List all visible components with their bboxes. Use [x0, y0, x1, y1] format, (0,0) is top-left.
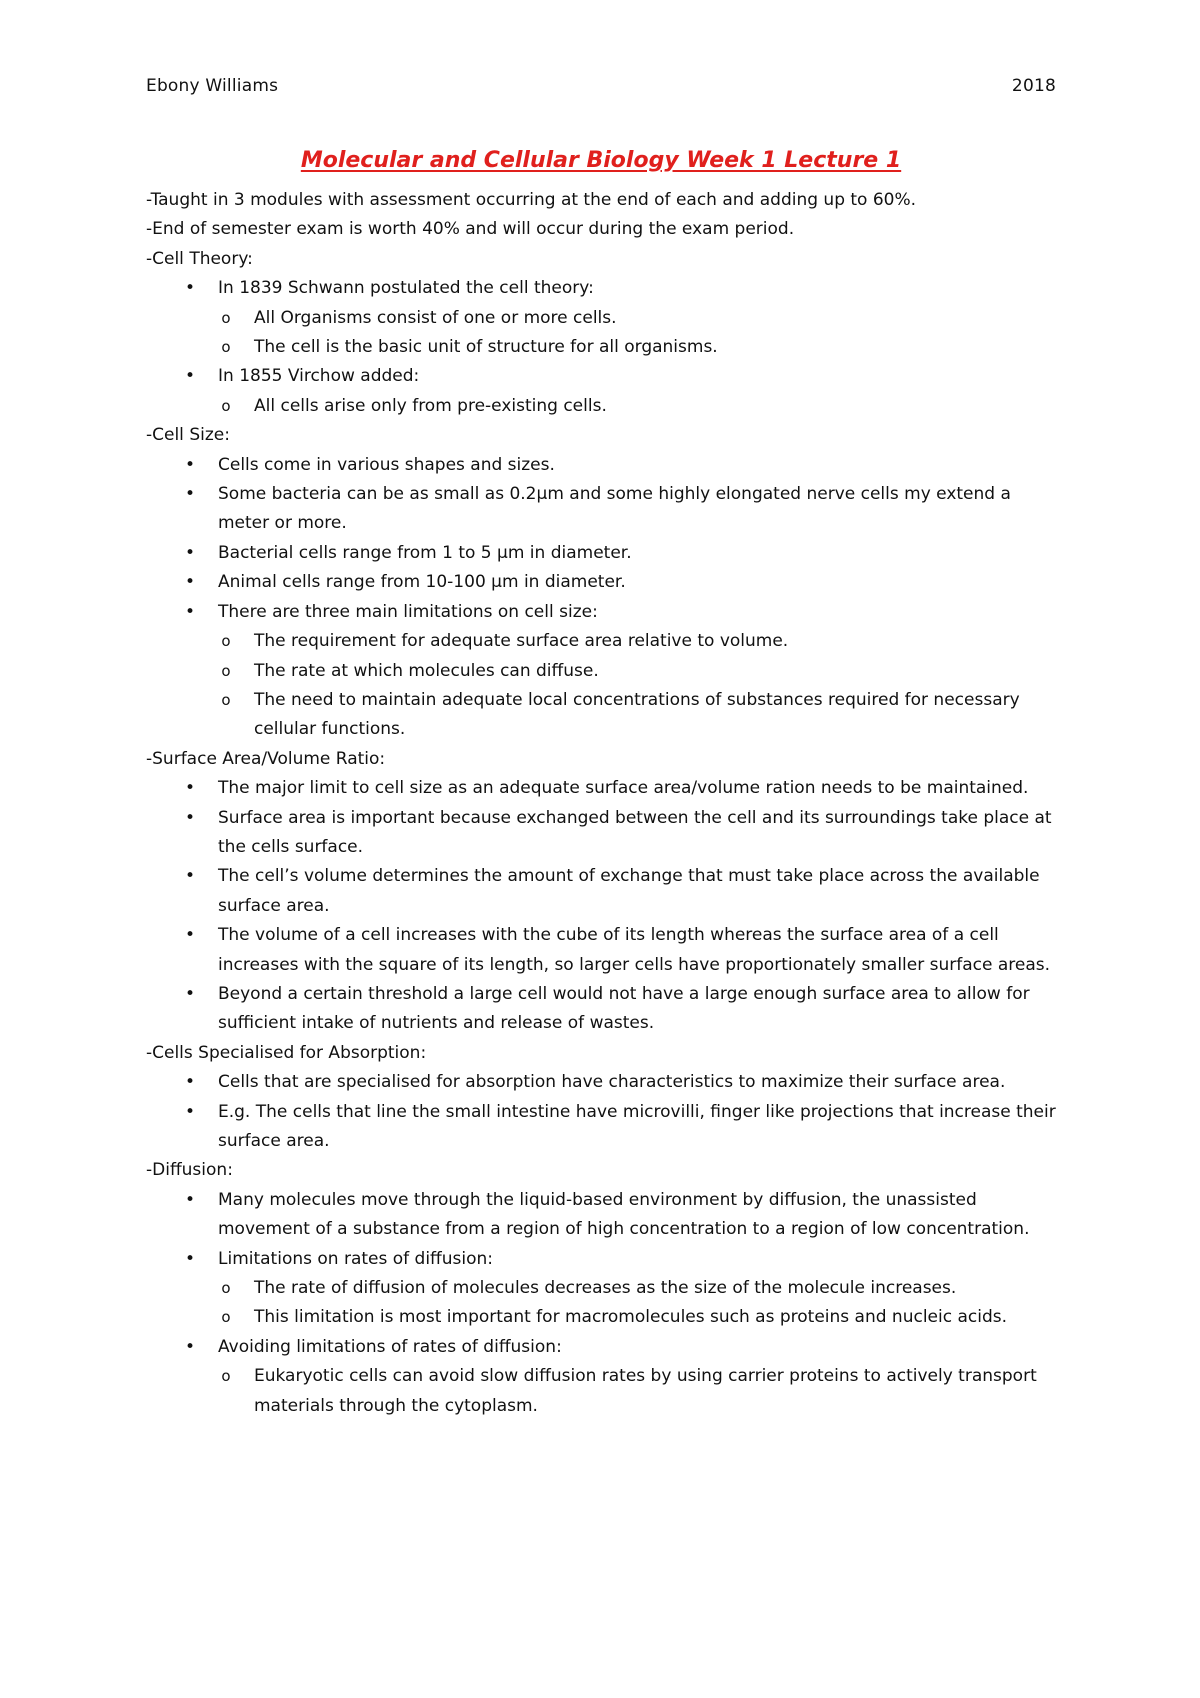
bullet-dot-icon: • [184, 807, 196, 828]
sub-bullet-list [218, 1362, 1056, 1421]
section [146, 245, 1056, 421]
document-body [146, 186, 1056, 1421]
bullet-dot-icon: • [184, 454, 196, 475]
section [146, 1156, 1056, 1421]
bullet-item [146, 1068, 1056, 1097]
bullet-text: In 1839 Schwann postulated the cell theory: [218, 278, 594, 299]
sub-bullet-text: Eukaryotic cells can avoid slow diffusion rates by using carrier proteins to actively transport materials through the cytoplasm. [254, 1366, 1037, 1416]
bullet-text: Beyond a certain threshold a large cell would not have a large enough surface area to allow for sufficient intake of nutrients and release of wastes. [218, 983, 1030, 1034]
bullet-text: In 1855 Virchow added: [218, 366, 420, 387]
bullet-dot-icon: • [184, 983, 196, 1004]
bullet-circle-icon: o [221, 338, 231, 357]
section [146, 421, 1056, 744]
bullet-dot-icon: • [184, 366, 196, 387]
sub-bullet-item [218, 304, 1056, 333]
sub-bullet-item [218, 627, 1056, 656]
bullet-item [146, 921, 1056, 980]
sub-bullet-text: The rate at which molecules can diffuse. [254, 660, 599, 681]
sub-bullet-text: The requirement for adequate surface area relative to volume. [254, 631, 789, 652]
bullet-item [146, 1245, 1056, 1333]
sub-bullet-item [218, 657, 1056, 686]
bullet-dot-icon: • [184, 601, 196, 622]
sub-bullet-list [218, 304, 1056, 363]
sub-bullet-text: The need to maintain adequate local concentrations of substances required for necessary cellular functions. [254, 689, 1020, 740]
bullet-item [146, 1333, 1056, 1421]
bullet-item [146, 362, 1056, 421]
intro-line: -Taught in 3 modules with assessment occurring at the end of each and adding up to 60%. [146, 190, 917, 210]
bullet-dot-icon: • [184, 484, 196, 505]
sections-container [146, 245, 1056, 1421]
bullet-list [146, 774, 1056, 1039]
sub-bullet-text: The rate of diffusion of molecules decreases as the size of the molecule increases. [254, 1278, 957, 1299]
bullet-circle-icon: o [221, 1367, 231, 1386]
sub-bullet-item [218, 392, 1056, 421]
bullet-text: Many molecules move through the liquid-based environment by diffusion, the unassisted movement of a substance from a region of high concentration to a region of low concentration. [218, 1189, 1030, 1240]
bullet-circle-icon: o [221, 1308, 231, 1327]
intro-line: -End of semester exam is worth 40% and will occur during the exam period. [146, 219, 795, 240]
year: 2018 [1011, 76, 1056, 96]
sub-bullet-item [218, 1303, 1056, 1332]
author-name: Ebony Williams [146, 76, 279, 96]
sub-bullet-text: All Organisms consist of one or more cells. [254, 307, 617, 328]
bullet-item [146, 1186, 1056, 1245]
bullet-item [146, 451, 1056, 480]
sub-bullet-text: All cells arise only from pre-existing cells. [254, 395, 607, 416]
bullet-circle-icon: o [221, 1279, 231, 1298]
bullet-dot-icon: • [184, 925, 196, 946]
bullet-dot-icon: • [184, 1101, 196, 1122]
bullet-list [146, 274, 1056, 421]
bullet-circle-icon: o [221, 308, 231, 327]
document-title: Molecular and Cellular Biology Week 1 Lecture 1 [300, 148, 902, 173]
bullet-text: The volume of a cell increases with the cube of its length whereas the surface area of a cell increases with the square of its length, so larger cells have proportionately smaller surface areas. [218, 925, 1051, 975]
bullet-dot-icon: • [184, 866, 196, 887]
bullet-dot-icon: • [184, 778, 196, 799]
section [146, 745, 1056, 1039]
bullet-dot-icon: • [184, 1248, 196, 1269]
bullet-item [146, 1098, 1056, 1157]
bullet-item [146, 804, 1056, 863]
bullet-dot-icon: • [184, 1189, 196, 1210]
bullet-text: Cells that are specialised for absorption have characteristics to maximize their surface area. [218, 1072, 1006, 1093]
bullet-text: There are three main limitations on cell size: [218, 601, 598, 622]
bullet-item [146, 539, 1056, 568]
section-heading: -Cell Theory: [146, 248, 253, 269]
page-header [146, 76, 1056, 96]
section-heading: -Surface Area/Volume Ratio: [146, 748, 386, 769]
sub-bullet-item [218, 1274, 1056, 1303]
section-heading: -Cell Size: [146, 425, 230, 446]
bullet-text: The cell’s volume determines the amount of exchange that must take place across the available surface area. [218, 866, 1040, 916]
bullet-list [146, 451, 1056, 745]
sub-bullet-list [218, 1274, 1056, 1333]
bullet-item [146, 598, 1056, 745]
section-heading: -Diffusion: [146, 1160, 233, 1181]
bullet-dot-icon: • [184, 1072, 196, 1093]
bullet-text: Some bacteria can be as small as 0.2μm and some highly elongated nerve cells my extend a meter or more. [218, 484, 1011, 534]
bullet-text: E.g. The cells that line the small intestine have microvilli, finger like projections that increase their surface area. [218, 1101, 1056, 1151]
sub-bullet-list [218, 392, 1056, 421]
bullet-circle-icon: o [221, 396, 231, 415]
bullet-dot-icon: • [184, 542, 196, 563]
bullet-text: The major limit to cell size as an adequate surface area/volume ration needs to be maintained. [218, 778, 1029, 799]
section-heading: -Cells Specialised for Absorption: [146, 1042, 427, 1063]
sub-bullet-text: This limitation is most important for macromolecules such as proteins and nucleic acids. [254, 1307, 1008, 1328]
bullet-item [146, 774, 1056, 803]
section [146, 1039, 1056, 1157]
bullet-item [146, 568, 1056, 597]
sub-bullet-list [218, 627, 1056, 745]
bullet-item [146, 862, 1056, 921]
bullet-dot-icon: • [184, 572, 196, 593]
bullet-item [146, 274, 1056, 362]
bullet-item [146, 480, 1056, 539]
bullet-dot-icon: • [184, 1336, 196, 1357]
bullet-circle-icon: o [221, 661, 231, 680]
sub-bullet-item [218, 1362, 1056, 1421]
bullet-item [146, 980, 1056, 1039]
bullet-dot-icon: • [184, 278, 196, 299]
bullet-text: Bacterial cells range from 1 to 5 μm in diameter. [218, 542, 632, 563]
bullet-text: Avoiding limitations of rates of diffusion: [218, 1336, 562, 1357]
bullet-list [146, 1068, 1056, 1156]
bullet-list [146, 1186, 1056, 1421]
bullet-text: Limitations on rates of diffusion: [218, 1248, 494, 1269]
sub-bullet-text: The cell is the basic unit of structure for all organisms. [254, 337, 718, 358]
bullet-text: Surface area is important because exchanged between the cell and its surroundings take place at the cells surface. [218, 807, 1052, 857]
sub-bullet-item [218, 333, 1056, 362]
bullet-circle-icon: o [221, 690, 231, 709]
bullet-text: Animal cells range from 10-100 μm in diameter. [218, 572, 626, 593]
bullet-text: Cells come in various shapes and sizes. [218, 454, 555, 475]
bullet-circle-icon: o [221, 632, 231, 651]
sub-bullet-item [218, 686, 1056, 745]
